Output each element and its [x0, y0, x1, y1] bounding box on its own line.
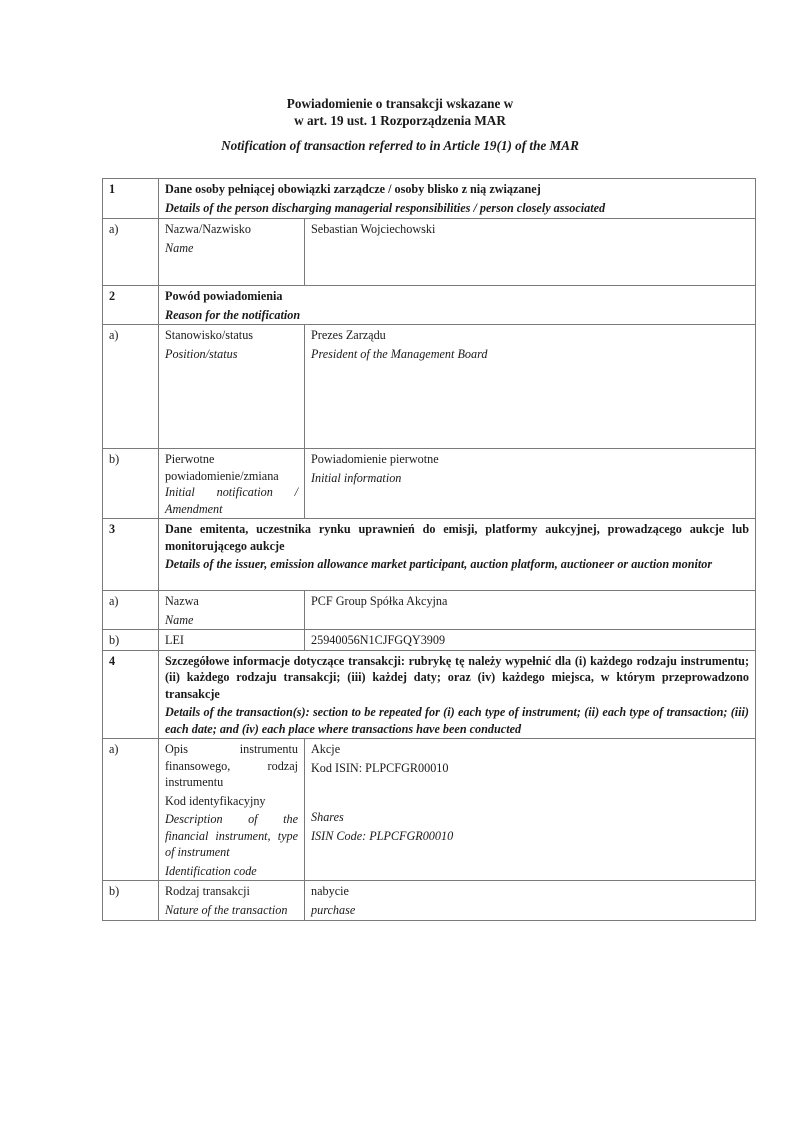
section-title — [159, 286, 756, 325]
row-value-en: Shares — [311, 810, 344, 824]
section-title-pl: Powód powiadomienia — [165, 289, 283, 303]
title-polish-line1: Powiadomienie o transakcji wskazane w — [286, 96, 514, 111]
row-label-en: Initial notification / Amendment — [165, 485, 298, 516]
row-label — [159, 739, 305, 881]
row-label-en: Position/status — [165, 346, 238, 361]
row-value-en-2: ISIN Code: PLPCFGR00010 — [311, 828, 454, 843]
row-label-pl: Stanowisko/status — [165, 328, 254, 342]
row-label-pl: Rodzaj transakcji — [165, 884, 250, 898]
row-3b-lei — [103, 630, 756, 651]
section-1-header — [103, 179, 756, 219]
row-label — [159, 630, 305, 651]
row-label — [159, 219, 305, 286]
section-title-pl: Dane emitenta, uczestnika rynku uprawnień do emisji, platformy aukcyjnej, prowadzącego aukcje lub monitorującego aukcje — [165, 522, 749, 553]
section-title-en: Reason for the notification — [165, 307, 301, 322]
section-number: 2 — [103, 286, 159, 325]
row-label-pl: Opis instrumentu finansowego, rodzaj instrumentu — [165, 742, 298, 789]
row-value — [305, 881, 756, 921]
row-value — [305, 739, 756, 881]
row-1a-name — [103, 219, 756, 286]
section-title-en: Details of the issuer, emission allowance market participant, auction platform, auctioneer or auction monitor — [165, 557, 713, 571]
notification-form-table — [102, 178, 756, 921]
row-value — [305, 591, 756, 630]
row-letter: a) — [103, 325, 159, 449]
row-label-pl: Pierwotne powiadomienie/zmiana — [165, 452, 279, 483]
row-value-pl: PCF Group Spółka Akcyjna — [311, 594, 448, 608]
section-number: 1 — [103, 179, 159, 219]
row-value — [305, 449, 756, 519]
section-3-header — [103, 519, 756, 591]
row-4a-instrument — [103, 739, 756, 881]
row-label — [159, 325, 305, 449]
section-title — [159, 650, 756, 739]
title-english: Notification of transaction referred to in Article 19(1) of the MAR — [221, 138, 579, 153]
section-2-header — [103, 286, 756, 325]
row-label-en: Name — [165, 612, 194, 627]
document-header — [0, 95, 800, 154]
row-2a-position — [103, 325, 756, 449]
section-number: 3 — [103, 519, 159, 591]
section-title-en: Details of the person discharging managerial responsibilities / person closely associated — [165, 200, 606, 215]
row-label-en: Description of the financial instrument, type of instrument — [165, 812, 298, 859]
row-label-pl: Nazwa/Nazwisko — [165, 222, 251, 236]
row-4b-transaction-nature — [103, 881, 756, 921]
section-4-header — [103, 650, 756, 739]
row-value — [305, 325, 756, 449]
section-number: 4 — [103, 650, 159, 739]
section-title-en: Details of the transaction(s): section to be repeated for (i) each type of instrument; (ii) each type of transaction; (iii) each date; and (iv) each place where transactions have been conducted — [165, 705, 749, 736]
row-letter: a) — [103, 591, 159, 630]
row-value — [305, 219, 756, 286]
section-title-pl: Dane osoby pełniącej obowiązki zarządcze / osoby blisko z nią związanej — [165, 182, 541, 196]
title-polish — [0, 95, 800, 129]
row-value-pl: 25940056N1CJFGQY3909 — [311, 633, 446, 647]
section-title-pl: Szczegółowe informacje dotyczące transakcji: rubrykę tę należy wypełnić dla (i) każdego rodzaju instrumentu; (ii) każdego rodzaju transakcji; (iii) każdej daty; oraz (iv) każdego miejsca, w którym przeprowadzono transakcje — [165, 653, 749, 701]
row-label-en: Nature of the transaction — [165, 902, 288, 917]
row-value-pl: Prezes Zarządu — [311, 328, 386, 342]
row-letter: b) — [103, 630, 159, 651]
row-label-en-2: Identification code — [165, 863, 257, 878]
row-value — [305, 630, 756, 651]
row-letter: a) — [103, 739, 159, 881]
row-value-en: President of the Management Board — [311, 346, 488, 361]
row-label-pl-2: Kod identyfikacyjny — [165, 793, 266, 808]
row-label — [159, 449, 305, 519]
row-label — [159, 591, 305, 630]
row-letter: b) — [103, 449, 159, 519]
title-polish-line2: w art. 19 ust. 1 Rozporządzenia MAR — [294, 113, 506, 128]
section-title — [159, 519, 756, 591]
row-value-en: purchase — [311, 902, 356, 917]
row-2b-initial-notification — [103, 449, 756, 519]
row-value-en: Initial information — [311, 470, 402, 485]
row-label — [159, 881, 305, 921]
row-value-pl: Sebastian Wojciechowski — [311, 222, 436, 236]
row-value-pl: nabycie — [311, 884, 349, 898]
row-value-pl-2: Kod ISIN: PLPCFGR00010 — [311, 760, 449, 775]
row-label-pl: Nazwa — [165, 594, 199, 608]
row-value-pl: Akcje — [311, 742, 341, 756]
row-value-pl: Powiadomienie pierwotne — [311, 452, 439, 466]
row-letter: b) — [103, 881, 159, 921]
row-label-en: Name — [165, 240, 194, 255]
row-3a-issuer-name — [103, 591, 756, 630]
section-title — [159, 179, 756, 219]
row-label-pl: LEI — [165, 633, 184, 647]
row-letter: a) — [103, 219, 159, 286]
